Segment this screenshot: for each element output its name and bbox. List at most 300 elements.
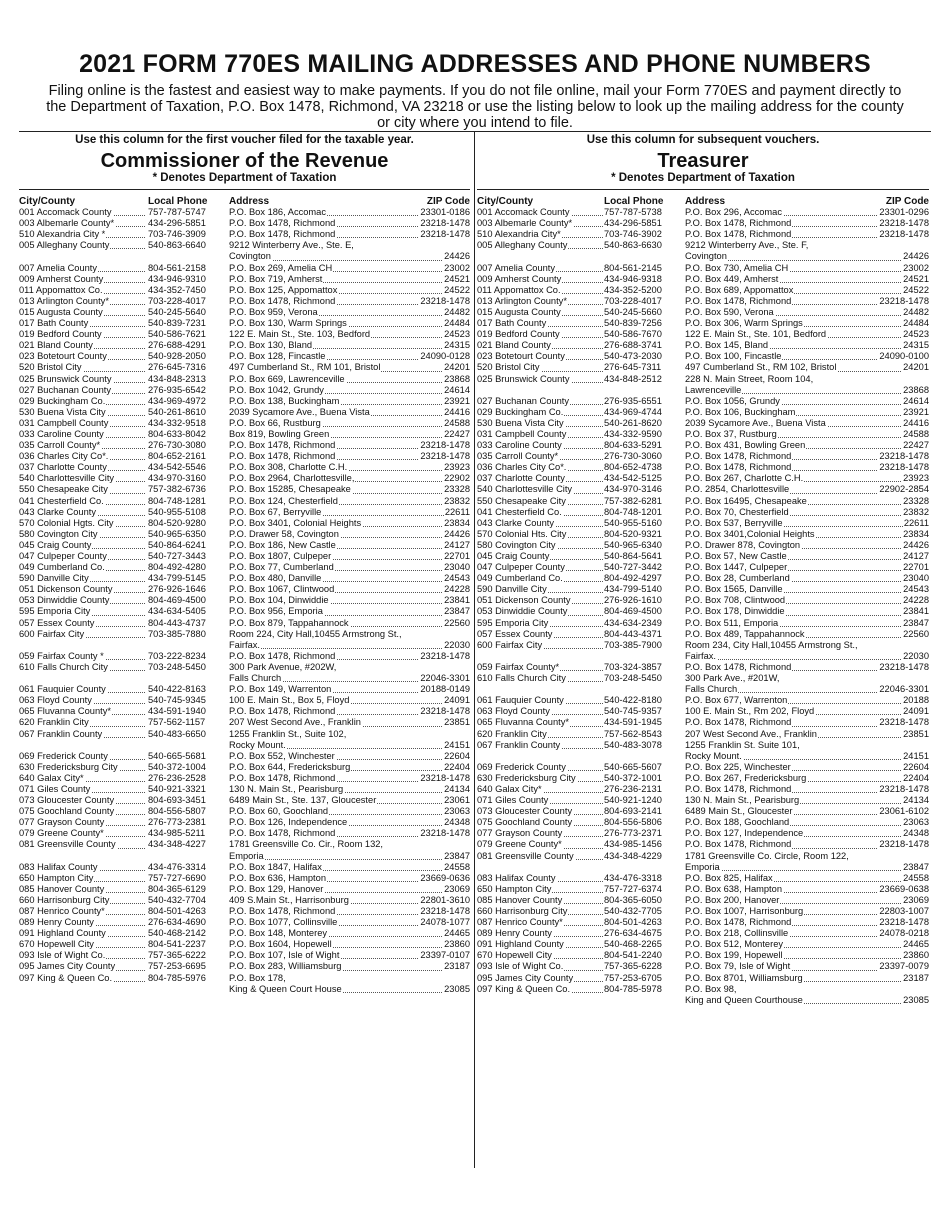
cell-phone: 276-773-2371 xyxy=(604,828,662,839)
cell-zip: 20188-0149 xyxy=(420,684,470,695)
cell-city: 087 Henrico County* xyxy=(477,917,603,928)
cell-city: 510 Alexandria City* xyxy=(477,229,603,240)
cell-phone: 540-586-7670 xyxy=(604,329,662,340)
cell-address: P.O. Box 1478, Richmond xyxy=(685,218,929,229)
cell-zip: 23218-1478 xyxy=(420,451,470,462)
cell-address: P.O. Box 8701, Williamsburg xyxy=(685,973,929,984)
cell-zip: 23061 xyxy=(444,795,470,806)
cell-address: Emporia xyxy=(685,862,929,873)
cell-zip: 24228 xyxy=(444,584,470,595)
table-row xyxy=(19,218,470,229)
cell-city: 540 Charlottesville City xyxy=(19,473,145,484)
cell-zip: 24348 xyxy=(903,828,929,839)
cell-phone: 757-365-6222 xyxy=(148,950,206,961)
cell-city: 590 Danville City xyxy=(477,584,603,595)
cell-phone: 804-365-6050 xyxy=(604,894,662,905)
table-row xyxy=(19,729,470,740)
cell-phone: 804-520-9321 xyxy=(604,528,662,539)
cell-city: 037 Charlotte County xyxy=(477,473,603,484)
cell-city: 077 Grayson County xyxy=(477,828,603,839)
cell-phone: 540-839-7231 xyxy=(148,318,206,329)
cell-address: P.O. Box 79, Isle of Wight xyxy=(685,961,929,972)
table-row xyxy=(19,695,470,706)
cell-phone: 757-787-5747 xyxy=(148,207,206,218)
cell-zip: 24348 xyxy=(444,817,470,828)
cell-city: 065 Fluvanna County* xyxy=(19,706,145,717)
table-row xyxy=(477,407,929,418)
table-row xyxy=(477,695,929,706)
cell-city: 075 Goochland County xyxy=(477,817,603,828)
cell-phone: 757-253-6705 xyxy=(604,972,662,983)
cell-phone: 434-970-3146 xyxy=(604,484,662,495)
cell-address: Covington xyxy=(685,251,929,262)
table-row xyxy=(19,518,470,529)
cell-phone: 804-693-3451 xyxy=(148,795,206,806)
cell-address: P.O. Box 98, xyxy=(685,983,737,994)
cell-address: P.O. Box 1478, Richmond xyxy=(685,784,929,795)
cell-address: 130 N. Main St., Pearisburg xyxy=(685,795,929,806)
table-row xyxy=(19,684,470,695)
cell-city: 047 Culpeper County xyxy=(477,562,603,573)
table-row xyxy=(19,307,470,318)
cell-city: 095 James City County xyxy=(477,973,603,984)
cell-address: P.O. Box 77, Cumberland xyxy=(229,562,470,573)
cell-phone: 804-785-5978 xyxy=(604,983,662,994)
cell-city: 073 Gloucester County xyxy=(19,795,145,806)
cell-phone: 703-248-5450 xyxy=(604,673,662,684)
cell-phone: 540-863-6630 xyxy=(604,240,662,251)
cell-city: 067 Franklin County xyxy=(19,729,145,740)
table-row xyxy=(19,274,470,285)
cell-address: P.O. Box 28, Cumberland xyxy=(685,573,929,584)
cell-city: 037 Charlotte County xyxy=(19,462,145,473)
cell-zip: 24426 xyxy=(444,528,470,539)
cell-address: P.O. Box 104, Dinwiddie xyxy=(229,595,470,606)
cell-address: 1255 Franklin St., Suite 102, xyxy=(229,728,347,739)
cell-zip: 23218-1478 xyxy=(879,451,929,462)
cell-address: P.O. Box 489, Tappahannock xyxy=(685,629,929,640)
cell-phone: 540-745-9345 xyxy=(148,695,206,706)
cell-phone: 434-969-4744 xyxy=(604,406,662,417)
cell-address: P.O. Box 16495, Chesapeake xyxy=(685,496,929,507)
table-row xyxy=(19,318,470,329)
cell-zip: 23921 xyxy=(903,406,929,417)
cell-phone: 276-730-3080 xyxy=(148,440,206,451)
cell-phone: 540-665-5607 xyxy=(604,761,662,772)
table-row xyxy=(477,851,929,862)
cell-address: P.O. Box 57, New Castle xyxy=(685,551,929,562)
cell-phone: 276-634-4690 xyxy=(148,917,206,928)
cell-phone: 703-385-7900 xyxy=(604,639,662,650)
cell-city: 049 Cumberland Co. xyxy=(19,562,145,573)
table-row xyxy=(19,484,470,495)
cell-zip: 23085 xyxy=(903,994,929,1005)
cell-phone: 434-348-4227 xyxy=(148,839,206,850)
cell-city: 061 Fauquier County xyxy=(19,684,145,695)
table-row xyxy=(477,795,929,806)
cell-address: P.O. Box 689, Appomattox xyxy=(685,285,929,296)
cell-address: Covington xyxy=(229,251,470,262)
cell-phone: 276-935-6542 xyxy=(148,384,206,395)
cell-zip: 23218-1478 xyxy=(420,772,470,783)
table-row xyxy=(477,895,929,906)
cell-zip: 24558 xyxy=(903,872,929,883)
cell-city: 013 Arlington County* xyxy=(477,296,603,307)
cell-phone: 434-946-9318 xyxy=(604,273,662,284)
cell-zip: 24522 xyxy=(903,284,929,295)
cell-zip: 24465 xyxy=(903,939,929,950)
cell-city: 620 Franklin City xyxy=(19,717,145,728)
cell-city: 089 Henry County xyxy=(19,917,145,928)
cell-address: P.O. Box 956, Emporia xyxy=(229,606,470,617)
cell-zip: 22604 xyxy=(444,750,470,761)
table-row xyxy=(19,762,470,773)
cell-zip: 24090-0128 xyxy=(420,351,470,362)
cell-phone: 540-586-7621 xyxy=(148,329,206,340)
table-row xyxy=(477,473,929,484)
cell-city: 007 Amelia County xyxy=(477,263,603,274)
cell-address: P.O. Box 15285, Chesapeake xyxy=(229,484,470,495)
cell-city: 089 Henry County xyxy=(477,928,603,939)
cell-city: 081 Greensville County xyxy=(477,851,603,862)
cell-city: 013 Arlington County* xyxy=(19,296,145,307)
cell-address: 100 E. Main St., Box 5, Floyd xyxy=(229,695,470,706)
table-row xyxy=(19,340,470,351)
column-rule xyxy=(477,189,929,190)
cell-zip: 23218-1478 xyxy=(420,218,470,229)
table-row xyxy=(19,706,470,717)
table-row xyxy=(477,917,929,928)
table-row xyxy=(477,440,929,451)
cell-phone: 434-848-2512 xyxy=(604,373,662,384)
cell-city: 009 Amherst County xyxy=(19,274,145,285)
cell-zip: 24465 xyxy=(444,928,470,939)
table-row xyxy=(19,884,470,895)
cell-city: 580 Covington City xyxy=(19,529,145,540)
table-row xyxy=(477,961,929,972)
table-row xyxy=(19,806,470,817)
cell-zip: 23841 xyxy=(444,595,470,606)
cell-city: 083 Halifax County xyxy=(477,873,603,884)
cell-phone: 540-483-3078 xyxy=(604,739,662,750)
cell-phone: 540-965-6350 xyxy=(148,528,206,539)
cell-phone: 703-746-3902 xyxy=(604,229,662,240)
cell-phone: 434-634-2349 xyxy=(604,617,662,628)
table-row xyxy=(19,906,470,917)
cell-phone: 276-634-4675 xyxy=(604,928,662,939)
table-header xyxy=(19,196,470,207)
cell-phone: 434-591-1940 xyxy=(148,706,206,717)
cell-address: P.O. Box 267, Charlotte C.H. xyxy=(685,473,929,484)
cell-address: King & Queen Court House xyxy=(229,984,470,995)
table-row xyxy=(477,374,929,385)
cell-phone: 540-863-6640 xyxy=(148,240,206,251)
cell-zip: 23218-1478 xyxy=(420,706,470,717)
table-row xyxy=(477,362,929,373)
cell-zip: 23860 xyxy=(903,950,929,961)
cell-city: 041 Chesterfield Co. xyxy=(477,507,603,518)
cell-zip: 23218-1478 xyxy=(420,440,470,451)
table-row xyxy=(477,629,929,640)
cell-city: 031 Campbell County xyxy=(19,418,145,429)
table-row xyxy=(477,329,929,340)
cell-address: 9212 Winterberry Ave., Ste. F, xyxy=(685,240,809,251)
cell-address: 1255 Franklin St. Suite 101, xyxy=(685,739,800,750)
cell-city: 027 Buchanan County xyxy=(19,385,145,396)
cell-city: 650 Hampton City xyxy=(477,884,603,895)
cell-phone: 276-773-2381 xyxy=(148,817,206,828)
cell-city: 065 Fluvanna County* xyxy=(477,717,603,728)
table-row xyxy=(19,351,470,362)
table-row xyxy=(477,573,929,584)
table-row xyxy=(477,640,929,651)
cell-city: 081 Greensville County xyxy=(19,839,145,850)
cell-address: P.O. Box 124, Chesterfield xyxy=(229,496,470,507)
cell-phone: 804-633-8042 xyxy=(148,428,206,439)
cell-zip: 23301-0186 xyxy=(420,207,470,218)
table-row xyxy=(19,418,470,429)
cell-address: P.O. Box 100, Fincastle xyxy=(685,351,929,362)
cell-address: P.O. Box 186, Accomac xyxy=(229,207,470,218)
table-row xyxy=(19,573,470,584)
cell-address: Box 819, Bowling Green xyxy=(229,429,470,440)
cell-address: P.O. Drawer 878, Covington xyxy=(685,540,929,551)
cell-city: 520 Bristol City xyxy=(19,362,145,373)
cell-city: 033 Caroline County xyxy=(19,429,145,440)
cell-address: P.O. Box 590, Verona xyxy=(685,307,929,318)
cell-zip: 24201 xyxy=(903,362,929,373)
table-row xyxy=(19,374,470,385)
cell-zip: 22030 xyxy=(903,650,929,661)
cell-city: 035 Carroll County* xyxy=(477,451,603,462)
cell-city: 067 Franklin County xyxy=(477,740,603,751)
cell-zip: 24091 xyxy=(444,695,470,706)
table-row xyxy=(19,917,470,928)
cell-city: 600 Fairfax City xyxy=(19,629,145,640)
table-row xyxy=(477,296,929,307)
cell-city: 580 Covington City xyxy=(477,540,603,551)
cell-phone: 804-652-2161 xyxy=(148,451,206,462)
table-row xyxy=(19,795,470,806)
column-subheading: * Denotes Department of Taxation xyxy=(611,172,795,184)
cell-address: P.O. Box 1056, Grundy xyxy=(685,396,929,407)
cell-phone: 540-483-6650 xyxy=(148,728,206,739)
cell-zip: 23218-1478 xyxy=(420,229,470,240)
table-row xyxy=(477,451,929,462)
cell-zip: 22030 xyxy=(444,639,470,650)
cell-address: P.O. Box 129, Hanover xyxy=(229,884,470,895)
column-note: Use this column for subsequent vouchers. xyxy=(586,134,820,146)
cell-city: 530 Buena Vista City xyxy=(19,407,145,418)
cell-phone: 757-365-6228 xyxy=(604,961,662,972)
cell-address: 122 E. Main St., Ste. 101, Bedford xyxy=(685,329,929,340)
table-header xyxy=(477,196,929,207)
cell-phone: 540-839-7256 xyxy=(604,318,662,329)
cell-address: P.O. Box 825, Halifax xyxy=(685,873,929,884)
table-row xyxy=(19,440,470,451)
cell-address: 497 Cumberland St., RM 101, Bristol xyxy=(229,362,470,373)
cell-address: P.O. Box 1478, Richmond xyxy=(685,917,929,928)
cell-phone: 804-501-4263 xyxy=(148,906,206,916)
table-row xyxy=(477,418,929,429)
cell-city: 670 Hopewell City xyxy=(19,939,145,950)
cell-address: P.O. Box 70, Chesterfield xyxy=(685,507,929,518)
cell-phone: 434-985-5211 xyxy=(148,828,206,839)
table-row xyxy=(19,385,470,396)
table-row xyxy=(19,473,470,484)
table-row xyxy=(19,618,470,629)
cell-zip: 23923 xyxy=(903,473,929,484)
cell-phone: 757-727-6374 xyxy=(604,883,662,894)
table-row xyxy=(19,606,470,617)
cell-address: P.O. Box 1478, Richmond xyxy=(229,651,470,662)
table-row xyxy=(19,717,470,728)
cell-address: P.O. Box 126, Independence xyxy=(229,817,470,828)
cell-zip: 23218-1478 xyxy=(879,917,929,928)
cell-city: 027 Buchanan County xyxy=(477,396,603,407)
cell-address: P.O. Box 512, Monterey xyxy=(685,939,929,950)
cell-zip: 24134 xyxy=(444,783,470,794)
cell-address: Room 234, City Hall,10455 Armstrong St., xyxy=(685,639,858,650)
cell-city: 085 Hanover County xyxy=(19,884,145,895)
cell-city: 029 Buckingham Co. xyxy=(19,396,145,407)
table-row xyxy=(477,751,929,762)
header-address: Address xyxy=(229,196,270,207)
cell-zip: 23834 xyxy=(903,528,929,539)
table-row xyxy=(19,851,470,862)
table-row xyxy=(19,973,470,984)
cell-zip: 23397-0107 xyxy=(420,950,470,961)
cell-zip: 20188 xyxy=(903,695,929,706)
table-row xyxy=(477,307,929,318)
cell-zip: 22701 xyxy=(903,562,929,573)
cell-phone: 540-261-8620 xyxy=(604,417,662,428)
cell-address: P.O. Box 1478, Richmond xyxy=(229,773,470,784)
cell-zip: 23921 xyxy=(444,395,470,406)
cell-phone: 540-245-5640 xyxy=(148,306,206,317)
cell-phone: 434-348-4229 xyxy=(604,850,662,861)
cell-zip: 24521 xyxy=(903,273,929,284)
cell-phone: 434-352-5200 xyxy=(604,284,662,295)
cell-phone: 703-228-4017 xyxy=(148,295,206,306)
table-row xyxy=(19,540,470,551)
cell-zip: 24523 xyxy=(444,329,470,340)
cell-zip: 24416 xyxy=(903,417,929,428)
table-row xyxy=(477,839,929,850)
cell-address: P.O. Box 186, New Castle xyxy=(229,540,470,551)
cell-address: Fairfax. xyxy=(685,651,929,662)
cell-address: P.O. Box 2964, Charlottesville, xyxy=(229,473,470,484)
cell-zip: 23860 xyxy=(444,939,470,950)
table-row xyxy=(477,229,929,240)
table-row xyxy=(19,651,470,662)
cell-zip: 23847 xyxy=(444,606,470,617)
table-row xyxy=(477,995,929,1006)
cell-city: 600 Fairfax City xyxy=(477,640,603,651)
table-row xyxy=(19,207,470,218)
table-row xyxy=(19,817,470,828)
cell-address: P.O. Box 1447, Culpeper xyxy=(685,562,929,573)
cell-zip: 24315 xyxy=(444,340,470,351)
cell-phone: 804-443-4371 xyxy=(604,628,662,639)
cell-city: 091 Highland County xyxy=(19,928,145,939)
table-row xyxy=(477,740,929,751)
column-rule xyxy=(19,189,470,190)
cell-address: 409 S.Main St., Harrisonburg xyxy=(229,895,470,906)
cell-phone: 540-245-5660 xyxy=(604,306,662,317)
table-row xyxy=(19,407,470,418)
cell-phone: 434-542-5125 xyxy=(604,473,662,484)
cell-phone: 540-864-6241 xyxy=(148,539,206,550)
cell-address: P.O. Box 296, Accomac xyxy=(685,207,929,218)
cell-address: P.O. Box 1007, Harrisonburg xyxy=(685,906,929,917)
cell-zip: 24588 xyxy=(444,417,470,428)
cell-address: P.O. Box 225, Winchester xyxy=(685,762,929,773)
cell-city: 059 Fairfax County * xyxy=(19,651,145,662)
cell-city: 610 Falls Church City xyxy=(477,673,603,684)
cell-zip: 23851 xyxy=(444,717,470,728)
cell-city: 520 Bristol City xyxy=(477,362,603,373)
cell-address: P.O. Box 1478, Richmond xyxy=(229,229,470,240)
cell-city: 033 Caroline County xyxy=(477,440,603,451)
cell-phone: 540-468-2142 xyxy=(148,928,206,939)
table-row xyxy=(19,329,470,340)
table-row xyxy=(19,496,470,507)
cell-zip: 23040 xyxy=(903,573,929,584)
table-row xyxy=(477,651,929,662)
cell-city: 011 Appomattox Co. xyxy=(477,285,603,296)
table-row xyxy=(477,784,929,795)
cell-address: Lawrenceville xyxy=(685,385,929,396)
cell-zip: 24543 xyxy=(444,573,470,584)
cell-address: P.O. Box 178, xyxy=(229,972,286,983)
cell-address: Room 224, City Hall,10455 Armstrong St., xyxy=(229,628,402,639)
cell-city: 540 Charlottesville City xyxy=(477,484,603,495)
table-row xyxy=(477,263,929,274)
cell-city: 001 Accomack County xyxy=(477,207,603,218)
cell-city: 590 Danville City xyxy=(19,573,145,584)
cell-zip: 23841 xyxy=(903,606,929,617)
cell-city: 059 Fairfax County* xyxy=(477,662,603,673)
cell-phone: 804-693-2141 xyxy=(604,806,662,817)
column-heading: Treasurer xyxy=(657,150,749,172)
cell-zip: 23834 xyxy=(444,517,470,528)
cell-address: P.O. Box 127, Independence xyxy=(685,828,929,839)
cell-city: 570 Colonial Hgts. City xyxy=(19,518,145,529)
cell-zip: 22902 xyxy=(444,473,470,484)
cell-phone: 276-688-3741 xyxy=(604,340,662,351)
cell-phone: 757-562-8543 xyxy=(604,728,662,739)
table-row xyxy=(477,662,929,673)
cell-city: 620 Franklin City xyxy=(477,729,603,740)
cell-phone: 434-542-5546 xyxy=(148,462,206,473)
cell-phone: 540-965-6340 xyxy=(604,539,662,550)
cell-zip: 24614 xyxy=(903,395,929,406)
cell-phone: 434-476-3314 xyxy=(148,861,206,872)
cell-zip: 24426 xyxy=(903,251,929,262)
cell-address: P.O. Box 106, Buckingham xyxy=(685,407,929,418)
cell-phone: 434-332-9590 xyxy=(604,428,662,439)
table-row xyxy=(477,540,929,551)
cell-zip: 23218-1478 xyxy=(420,295,470,306)
table-row xyxy=(477,429,929,440)
cell-city: 650 Hampton City xyxy=(19,873,145,884)
cell-address: P.O. Box 1847, Halifax xyxy=(229,862,470,873)
cell-address: P.O. Box 3401, Colonial Heights xyxy=(229,518,470,529)
table-row xyxy=(19,240,470,251)
cell-address: P.O. Box 138, Buckingham xyxy=(229,396,470,407)
cell-phone: 757-253-6695 xyxy=(148,961,206,972)
